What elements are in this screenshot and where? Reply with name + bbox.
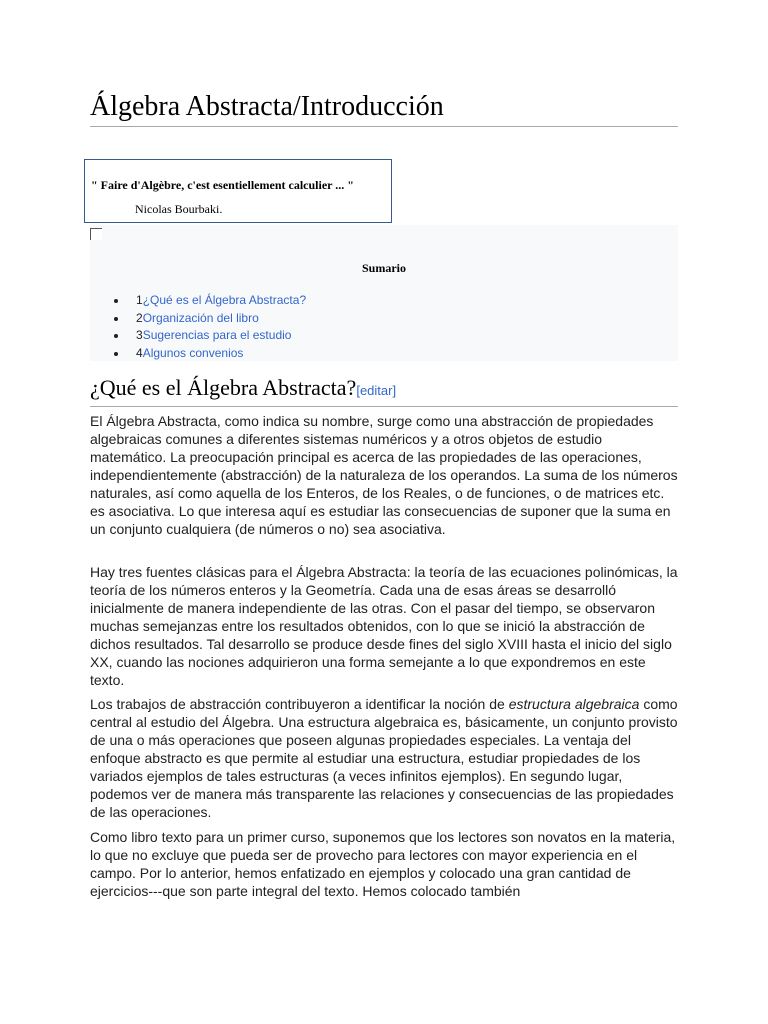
paragraph-2: Hay tres fuentes clásicas para el Álgebra Abstracta: la teoría de las ecuaciones polinómicas, la teoría de los números enteros y la Geometría. Cada una de esas áreas se desarrolló inicialmente de manera independiente de las otras. Con el pasar del tiempo, se observaron muchas semejanzas entre los resultados obtenidos, con lo que se inició la abstracción de dichos resultados. Tal desarrollo se produce desde fines del siglo XVIII hasta el inicio del siglo XX, cuando las nociones adquirieron una forma semejante a lo que expondremos en este texto. — [90, 564, 678, 688]
page-title: Álgebra Abstracta/Introducción — [90, 90, 678, 127]
section-heading — [90, 374, 678, 407]
paragraph-1: El Álgebra Abstracta, como indica su nombre, surge como una abstracción de propiedades algebraicas comunes a diferentes sistemas numéricos y a otros objetos de estudio matemático. La preocupación principal es acerca de las propiedades de las operaciones, independientemente (abstracción) de la naturaleza de los operandos. La suma de los números naturales, así como aquella de los Enteros, de los Reales, o de funciones, o de matrices etc. es asociativa. Lo que interesa aquí es estudiar las consecuencias de suponer que la suma en un conjunto cualquiera (de números o no) sea asociativa. — [90, 413, 678, 537]
edit-link-label[interactable]: editar — [359, 383, 393, 398]
toc-item-sugerencias[interactable] — [112, 327, 306, 345]
toc-item-number: 2 — [136, 310, 143, 325]
section-heading-text: ¿Qué es el Álgebra Abstracta? — [90, 375, 357, 400]
bullet-icon — [114, 317, 118, 321]
paragraph-3-emphasis: estructura algebraica — [508, 696, 640, 712]
toc-item-link[interactable]: Algunos convenios — [142, 345, 244, 360]
bullet-icon — [114, 299, 118, 303]
toc-item-number: 1 — [136, 293, 143, 307]
quote-text: " Faire d'Algèbre, c'est esentiellement calculier ... " — [91, 178, 354, 192]
paragraph-4: Como libro texto para un primer curso, suponemos que los lectores son novatos en la materia, lo que no excluye que pueda ser de provecho para lectores con mayor experiencia en el campo. Por lo anterior, hemos enfatizado en ejemplos y colocado una gran cantidad de ejercicios---que son parte integral del texto. Hemos colocado también — [90, 829, 676, 899]
paragraph-3 — [90, 695, 678, 821]
toc-item-link[interactable]: ¿Qué es el Álgebra Abstracta? — [142, 293, 307, 307]
quote-author: Nicolas Bourbaki. — [135, 202, 223, 216]
toc-title: Sumario — [361, 261, 406, 275]
toc-item-number: 4 — [136, 345, 143, 360]
edit-bracket-close: ] — [392, 383, 397, 398]
toc-list — [112, 292, 306, 362]
paragraph-3-text-end: como central al estudio del Álgebra. Una estructura algebraica es, básicamente, un conjunto provisto de una o más operaciones que poseen algunas propiedades especiales. La ventaja del enfoque abstracto es que permite al estudiar una estructura, estudiar propiedades de los variados ejemplos de tales estructuras (a veces infinitos ejemplos). En segundo lugar, podemos ver de manera más transparente las relaciones y consecuencias de las propiedades de las operaciones. — [90, 696, 678, 820]
edit-bracket-open: [ — [356, 383, 360, 398]
toc-item-number: 3 — [136, 328, 143, 342]
toc-toggle-checkbox[interactable] — [90, 228, 102, 240]
toc-item-link[interactable]: Organización del libro — [142, 310, 259, 325]
epigraph-quote-box — [84, 159, 392, 223]
toc-item-que-es[interactable] — [112, 292, 306, 310]
toc-item-organizacion[interactable] — [112, 310, 306, 328]
bullet-icon — [114, 352, 118, 356]
bullet-icon — [114, 334, 118, 338]
toc-item-convenios[interactable] — [112, 345, 306, 363]
edit-section-link[interactable] — [356, 383, 396, 398]
paragraph-3-text-start: Los trabajos de abstracción contribuyeron a identificar la noción de — [90, 696, 509, 712]
toc-item-link[interactable]: Sugerencias para el estudio — [142, 328, 292, 342]
table-of-contents — [90, 225, 678, 361]
